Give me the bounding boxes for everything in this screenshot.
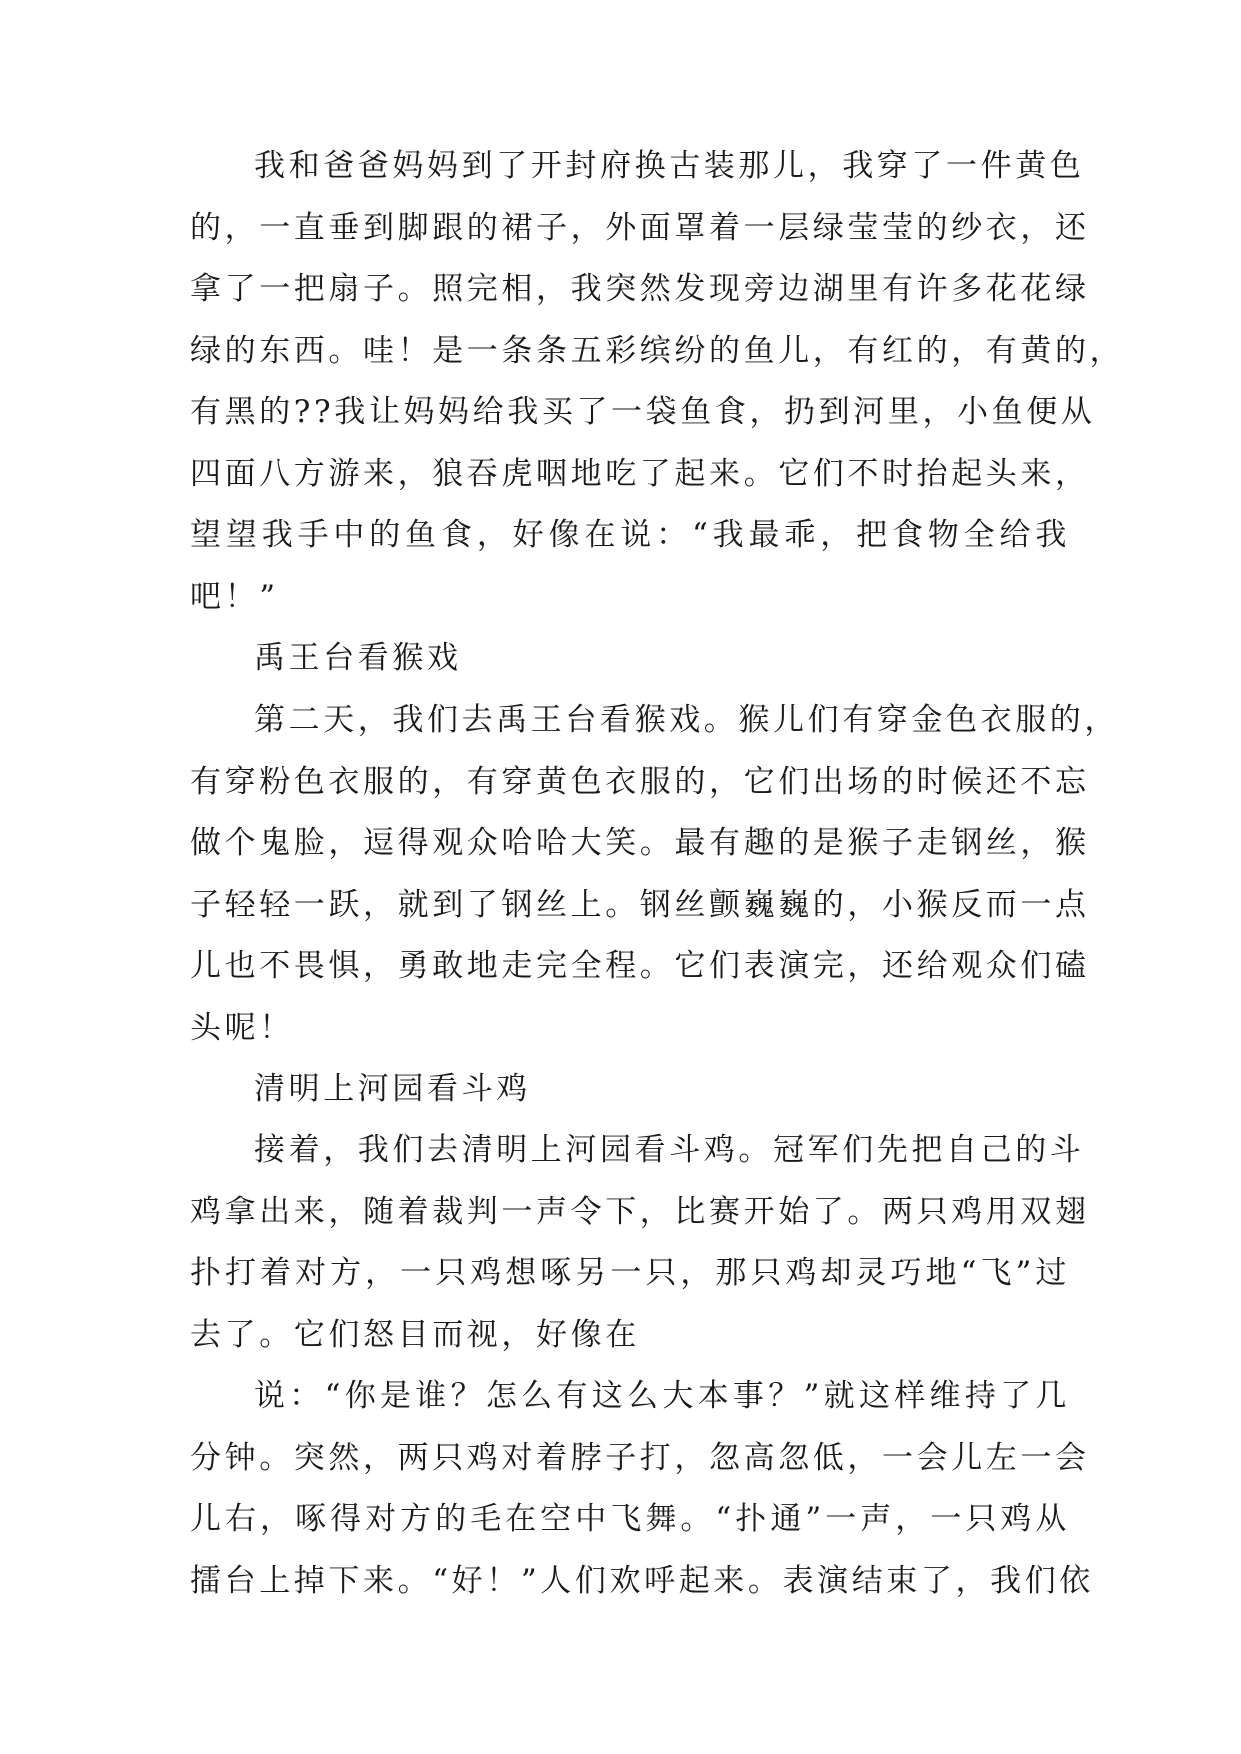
paragraph-monkey-show [190,690,1119,1059]
text-line: 望望我手中的鱼食，好像在说：“我最乖，把食物全给我 [190,517,1070,553]
text-line: 拿了一把扇子。照完相，我突然发现旁边湖里有许多花花绿 [190,271,1090,307]
text-line: 第二天，我们去禹王台看猴戏。猴儿们有穿金色衣服的， [254,702,1119,738]
text-line: 扑打着对方，一只鸡想啄另一只，那只鸡却灵巧地“飞”过 [190,1255,1070,1291]
text-line: 有穿粉色衣服的，有穿黄色衣服的，它们出场的时候还不忘 [190,763,1090,800]
text-line: 鸡拿出来，随着裁判一声令下，比赛开始了。两只鸡用双翅 [190,1193,1090,1230]
text-line: 有黑的??我让妈妈给我买了一袋鱼食，扔到河里，小鱼便从 [190,394,1096,430]
text-line: 吧！” [190,578,279,615]
text-line: 绿的东西。哇！是一条条五彩缤纷的鱼儿，有红的，有黄的， [190,332,1125,369]
text-line: 分钟。突然，两只鸡对着脖子打，忽高忽低，一会儿左一会 [190,1439,1090,1476]
text-line: 擂台上掉下来。“好！”人们欢呼起来。表演结束了，我们依 [190,1562,1094,1599]
section-heading-cockfight: 清明上河园看斗鸡 [254,1071,531,1107]
text-line: 说：“你是谁？怎么有这么大本事？”就这样维持了几 [254,1378,1070,1414]
text-line: 的，一直垂到脚跟的裙子，外面罩着一层绿莹莹的纱衣，还 [190,209,1090,246]
text-line: 儿也不畏惧，勇敢地走完全程。它们表演完，还给观众们磕 [190,948,1090,984]
text-line: 我和爸爸妈妈到了开封府换古装那儿，我穿了一件黄色 [254,148,1085,184]
text-line: 去了。它们怒目而视，好像在 [190,1316,640,1353]
text-line: 四面八方游来，狼吞虎咽地吃了起来。它们不时抬起头来， [190,455,1090,492]
paragraph-cockfight [190,1120,1090,1366]
text-line: 子轻轻一跃，就到了钢丝上。钢丝颤巍巍的，小猴反而一点 [190,886,1090,923]
paragraph-fish [190,136,1125,628]
text-line: 接着，我们去清明上河园看斗鸡。冠军们先把自己的斗 [254,1132,1085,1168]
section-heading-monkey-show: 禹王台看猴戏 [254,640,462,676]
text-line: 儿右，啄得对方的毛在空中飞舞。“扑通”一声，一只鸡从 [190,1501,1070,1537]
text-line: 做个鬼脸，逗得观众哈哈大笑。最有趣的是猴子走钢丝，猴 [190,825,1090,861]
text-line: 头呢！ [190,1009,294,1046]
paragraph-cockfight-continued [190,1366,1094,1612]
